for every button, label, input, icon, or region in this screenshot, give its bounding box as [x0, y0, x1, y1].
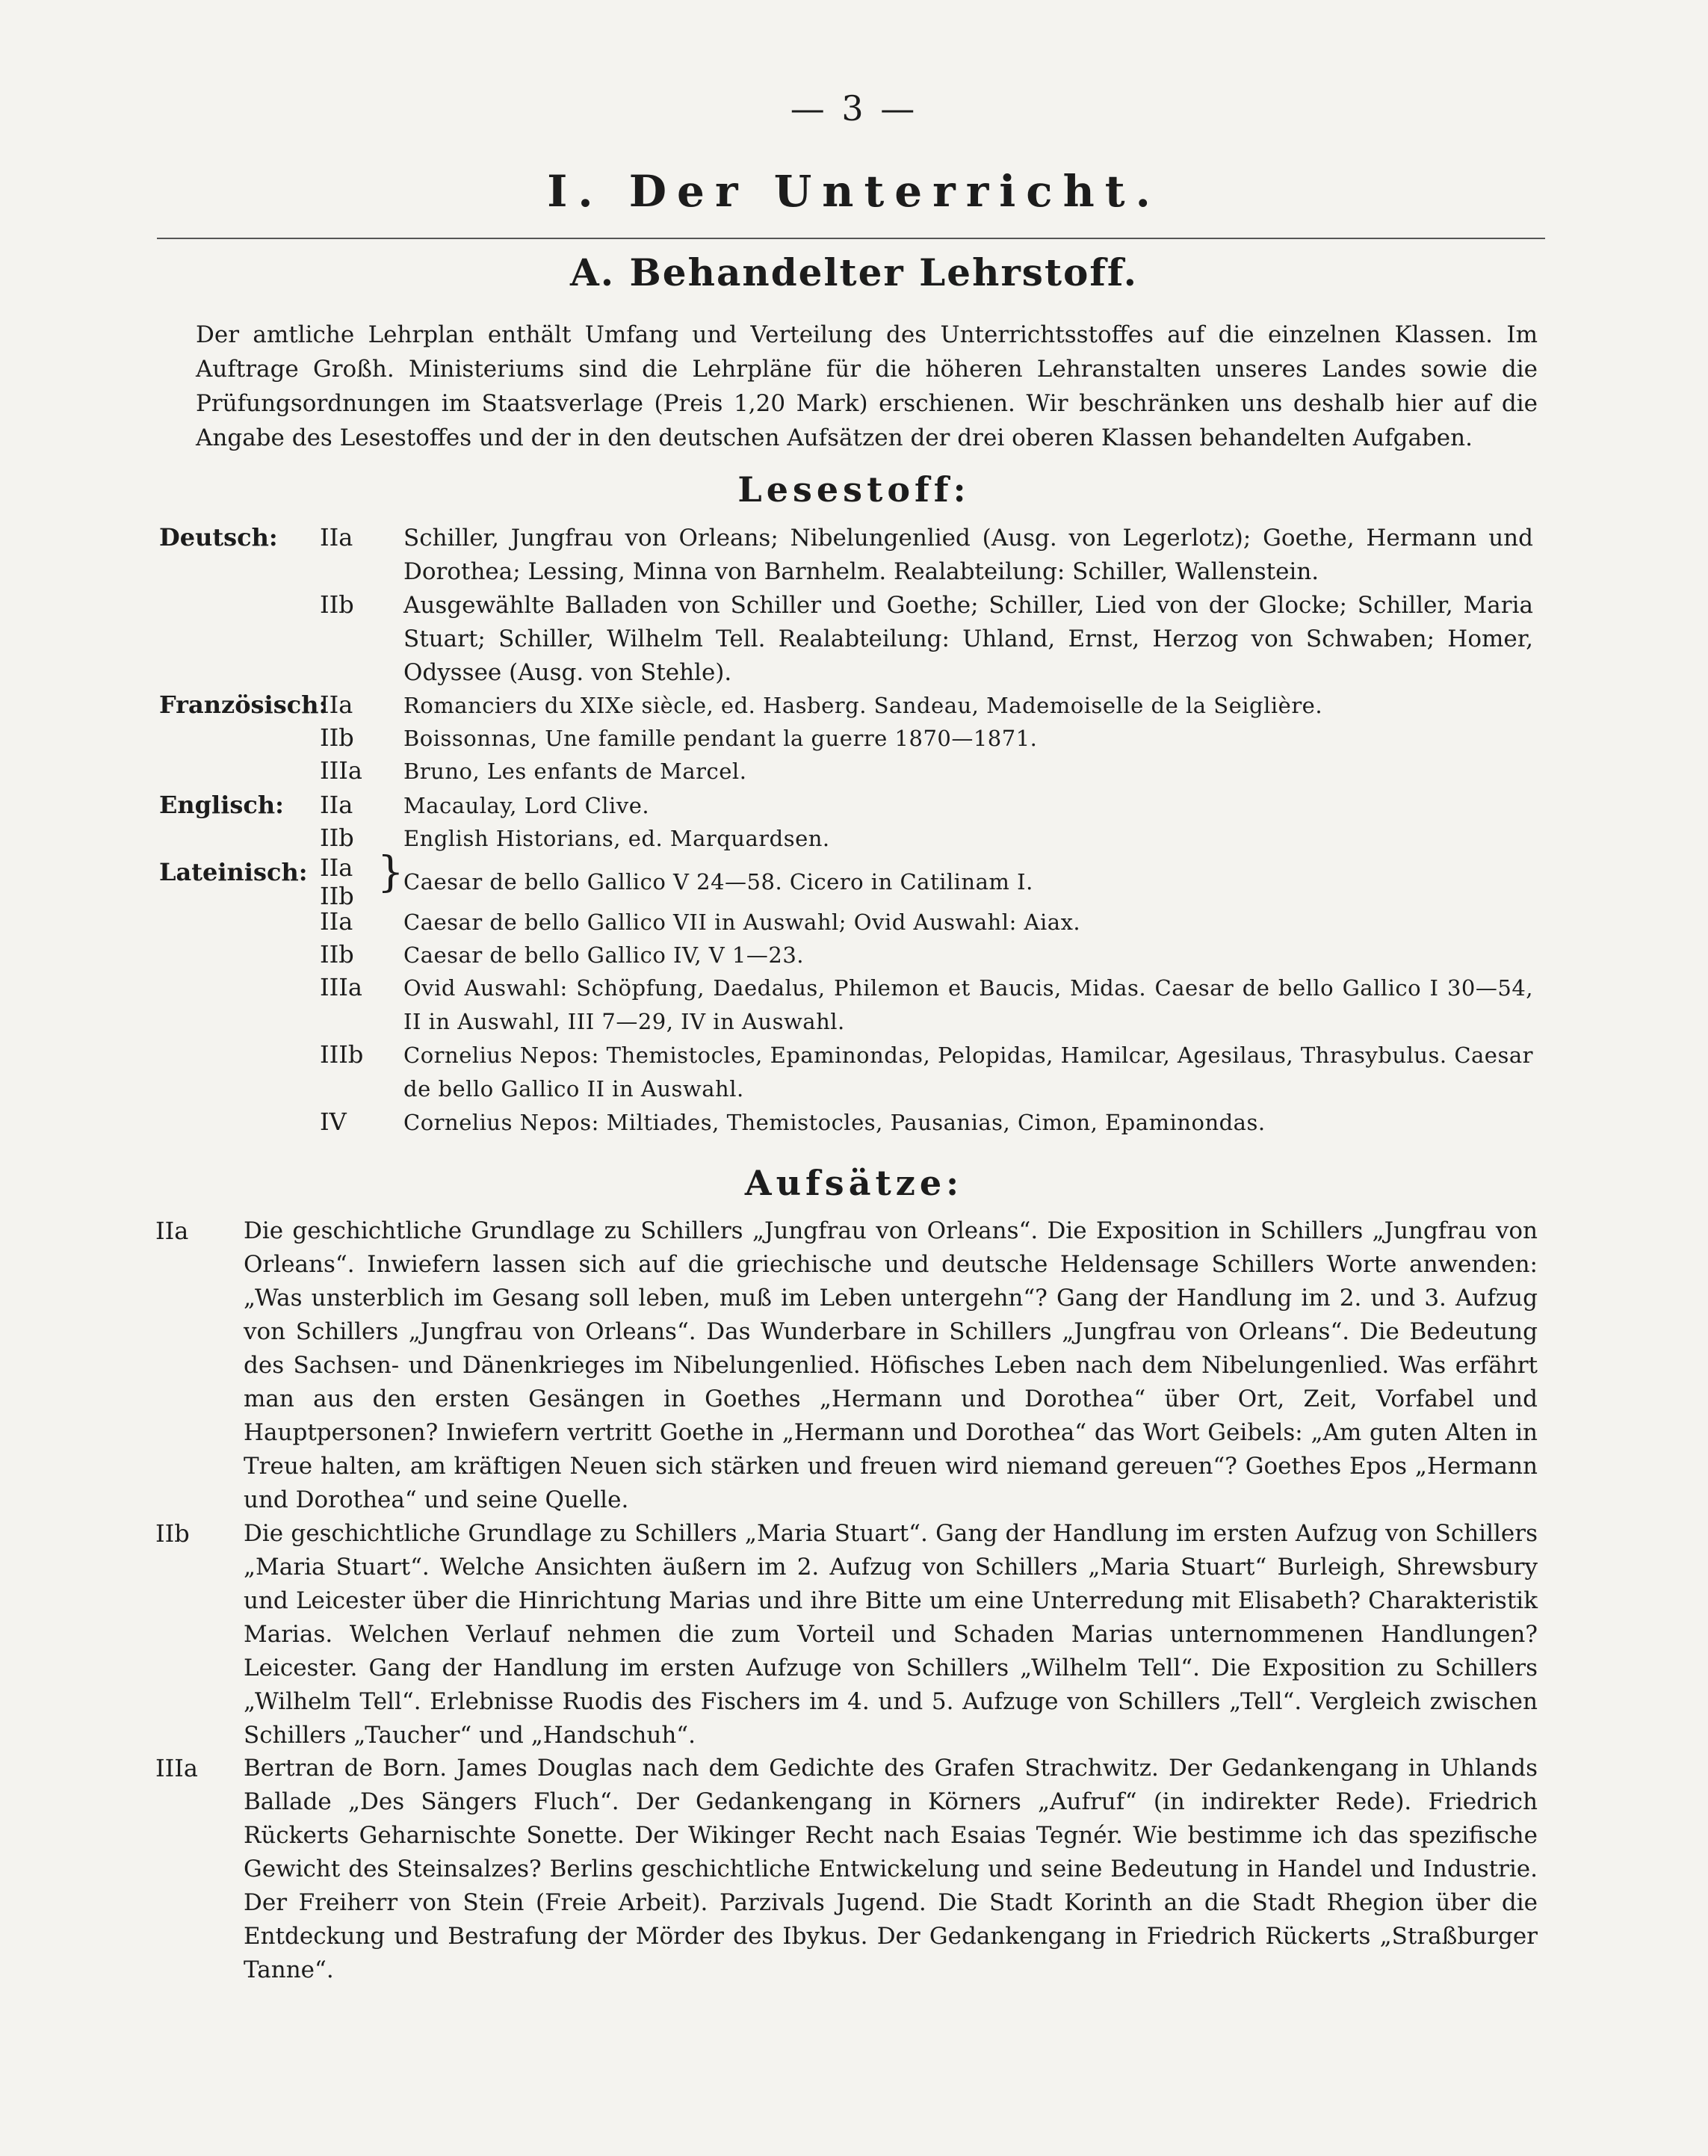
reading-entry: Caesar de bello Gallico VII in Auswahl; Ovid Auswahl: Aiax. [403, 909, 1081, 935]
class-label: IIa [320, 691, 353, 719]
essay-entry [155, 1214, 1538, 1517]
class-label: IIa [155, 1217, 189, 1245]
class-label: IIIa [155, 1754, 198, 1782]
class-label: IIIa [320, 973, 362, 1001]
essay-topics: Bertran de Born. James Douglas nach dem Gedichte des Grafen Strachwitz. Der Gedankengang in Uhlands Ballade „Des Sängers Fluch“. Der Gedankengang in Körners „Aufruf“ (in indirekter Rede). Friedrich Rückerts Geharnischte Sonette. Der Wikinger Recht nach Esaias Tegnér. Wie bestimme ich das spezifische Gewicht des Steinsalzes? Berlins geschichtliche Entwickelung und seine Bedeutung in Handel und Industrie. Der Freiherr von Stein (Freie Arbeit). Parzivals Jugend. Die Stadt Korinth an die Stadt Rhegion über die Entdeckung und Bestrafung der Mörder des Ibykus. Der Gedankengang in Friedrich Rückerts „Straßburger Tanne“. [244, 1755, 1538, 1983]
reading-entry: Macaulay, Lord Clive. [403, 793, 650, 818]
lang-label: Deutsch: [159, 523, 278, 552]
reading-entry: Ausgewählte Balladen von Schiller und Goethe; Schiller, Lied von der Glocke; Schiller, Maria Stuart; Schiller, Wilhelm Tell. Realabteilung: Uhland, Ernst, Herzog von Schwaben; Homer, Odyssee (Ausg. von Stehle). [403, 592, 1533, 686]
essay-topics: Die geschichtliche Grundlage zu Schillers „Maria Stuart“. Gang der Handlung im ersten Aufzug von Schillers „Maria Stuart“. Welche Ansichten äußern im 2. Aufzug von Schillers „Maria Stuart“ Burleigh, Shrewsbury und Leicester über die Hinrichtung Marias und ihre Bitte um eine Unterredung mit Elisabeth? Charakteristik Marias. Welchen Verlauf nehmen die zum Vorteil und Schaden Marias unternommenen Handlungen? Leicester. Gang der Handlung im ersten Aufzuge von Schillers „Wilhelm Tell“. Die Exposition zu Schillers „Wilhelm Tell“. Erlebnisse Ruodis des Fischers im 4. und 5. Aufzuge von Schillers „Tell“. Vergleich zwischen Schillers „Taucher“ und „Handschuh“. [244, 1520, 1538, 1749]
reading-entry: Cornelius Nepos: Miltiades, Themistocles, Pausanias, Cimon, Epaminondas. [403, 1110, 1266, 1135]
class-label: IIa [320, 907, 353, 936]
class-label: IIa [320, 853, 353, 882]
class-label: IIb [155, 1519, 190, 1548]
class-label: IIb [320, 723, 354, 752]
lesestoff-heading: Lesestoff: [737, 469, 971, 510]
lang-label: Lateinisch: [159, 858, 308, 886]
essay-topics: Die geschichtliche Grundlage zu Schillers „Jungfrau von Orleans“. Die Exposition in Schillers „Jungfrau von Orleans“. Inwiefern lassen sich auf die griechische und deutsche Heldensage Schillers Worte anwenden: „Was unsterblich im Gesang soll leben, muß im Leben untergehn“? Gang der Handlung im 2. und 3. Aufzug von Schillers „Jungfrau von Orleans“. Das Wunderbare in Schillers „Jungfrau von Orleans“. Die Bedeutung des Sachsen- und Dänenkrieges im Nibelungenlied. Höfisches Leben nach dem Nibelungenlied. Was erfährt man aus den ersten Gesängen in Goethes „Hermann und Dorothea“ über Ort, Zeit, Vorfabel und Hauptpersonen? Inwiefern vertritt Goethe in „Hermann und Dorothea“ das Wort Geibels: „Am guten Alten in Treue halten, am kräftigen Neuen sich stärken und freuen wird niemand gereuen“? Goethes Epos „Hermann und Dorothea“ und seine Quelle. [244, 1217, 1538, 1513]
class-label: IIb [320, 882, 354, 910]
brace-symbol: } [377, 848, 404, 897]
class-label: IIa [320, 791, 353, 819]
section-subtitle: A. Behandelter Lehrstoff. [569, 250, 1139, 294]
reading-entry: Caesar de bello Gallico IV, V 1—23. [403, 942, 804, 968]
class-label: IIIa [320, 756, 362, 785]
reading-entry: Bruno, Les enfants de Marcel. [403, 759, 747, 784]
class-label: IIb [320, 940, 354, 969]
reading-entry: Caesar de bello Gallico V 24—58. Cicero in Catilinam I. [403, 869, 1033, 895]
class-label: IIb [320, 590, 354, 619]
aufsaetze-heading: Aufsätze: [744, 1163, 964, 1203]
reading-entry: Schiller, Jungfrau von Orleans; Nibelungenlied (Ausg. von Legerlotz); Goethe, Hermann und Dorothea; Lessing, Minna von Barnhelm. Realabteilung: Schiller, Wallenstein. [403, 525, 1533, 585]
essay-entry [155, 1752, 1538, 1987]
intro-paragraph: Der amtliche Lehrplan enthält Umfang und Verteilung des Unterrichtsstoffes auf die einzelnen Klassen. Im Auftrage Großh. Ministeriums sind die Lehrpläne für die höheren Lehranstalten unseres Landes sowie die Prüfungsordnungen im Staatsverlage (Preis 1,20 Mark) erschienen. Wir beschränken uns deshalb hier auf die Angabe des Lesestoffes und der in den deutschen Aufsätzen der drei oberen Klassen behandelten Aufgaben. [196, 321, 1538, 451]
essay-entry [155, 1517, 1538, 1752]
reading-entry: Ovid Auswahl: Schöpfung, Daedalus, Philemon et Baucis, Midas. Caesar de bello Gallico I 30—54, II in Auswahl, III 7—29, IV in Auswahl. [403, 975, 1533, 1034]
class-label: IIb [320, 824, 354, 852]
reading-entry: Cornelius Nepos: Themistocles, Epaminondas, Pelopidas, Hamilcar, Agesilaus, Thrasybulus. Caesar de bello Gallico II in Auswahl. [403, 1043, 1533, 1102]
class-label: IV [320, 1108, 347, 1136]
class-label: IIa [320, 523, 353, 552]
page-number: — 3 — [790, 88, 918, 129]
top-rule [157, 238, 1545, 239]
reading-entry: English Historians, ed. Marquardsen. [403, 826, 830, 851]
class-label: IIIb [320, 1040, 364, 1069]
lang-label: Englisch: [159, 791, 284, 819]
reading-entry: Romanciers du XIXe siècle, ed. Hasberg. Sandeau, Mademoiselle de la Seiglière. [403, 693, 1323, 718]
page-title: I. Der Unterricht. [547, 166, 1161, 217]
reading-entry: Boissonnas, Une famille pendant la guerre 1870—1871. [403, 726, 1038, 751]
lang-label: Französisch: [159, 691, 328, 719]
